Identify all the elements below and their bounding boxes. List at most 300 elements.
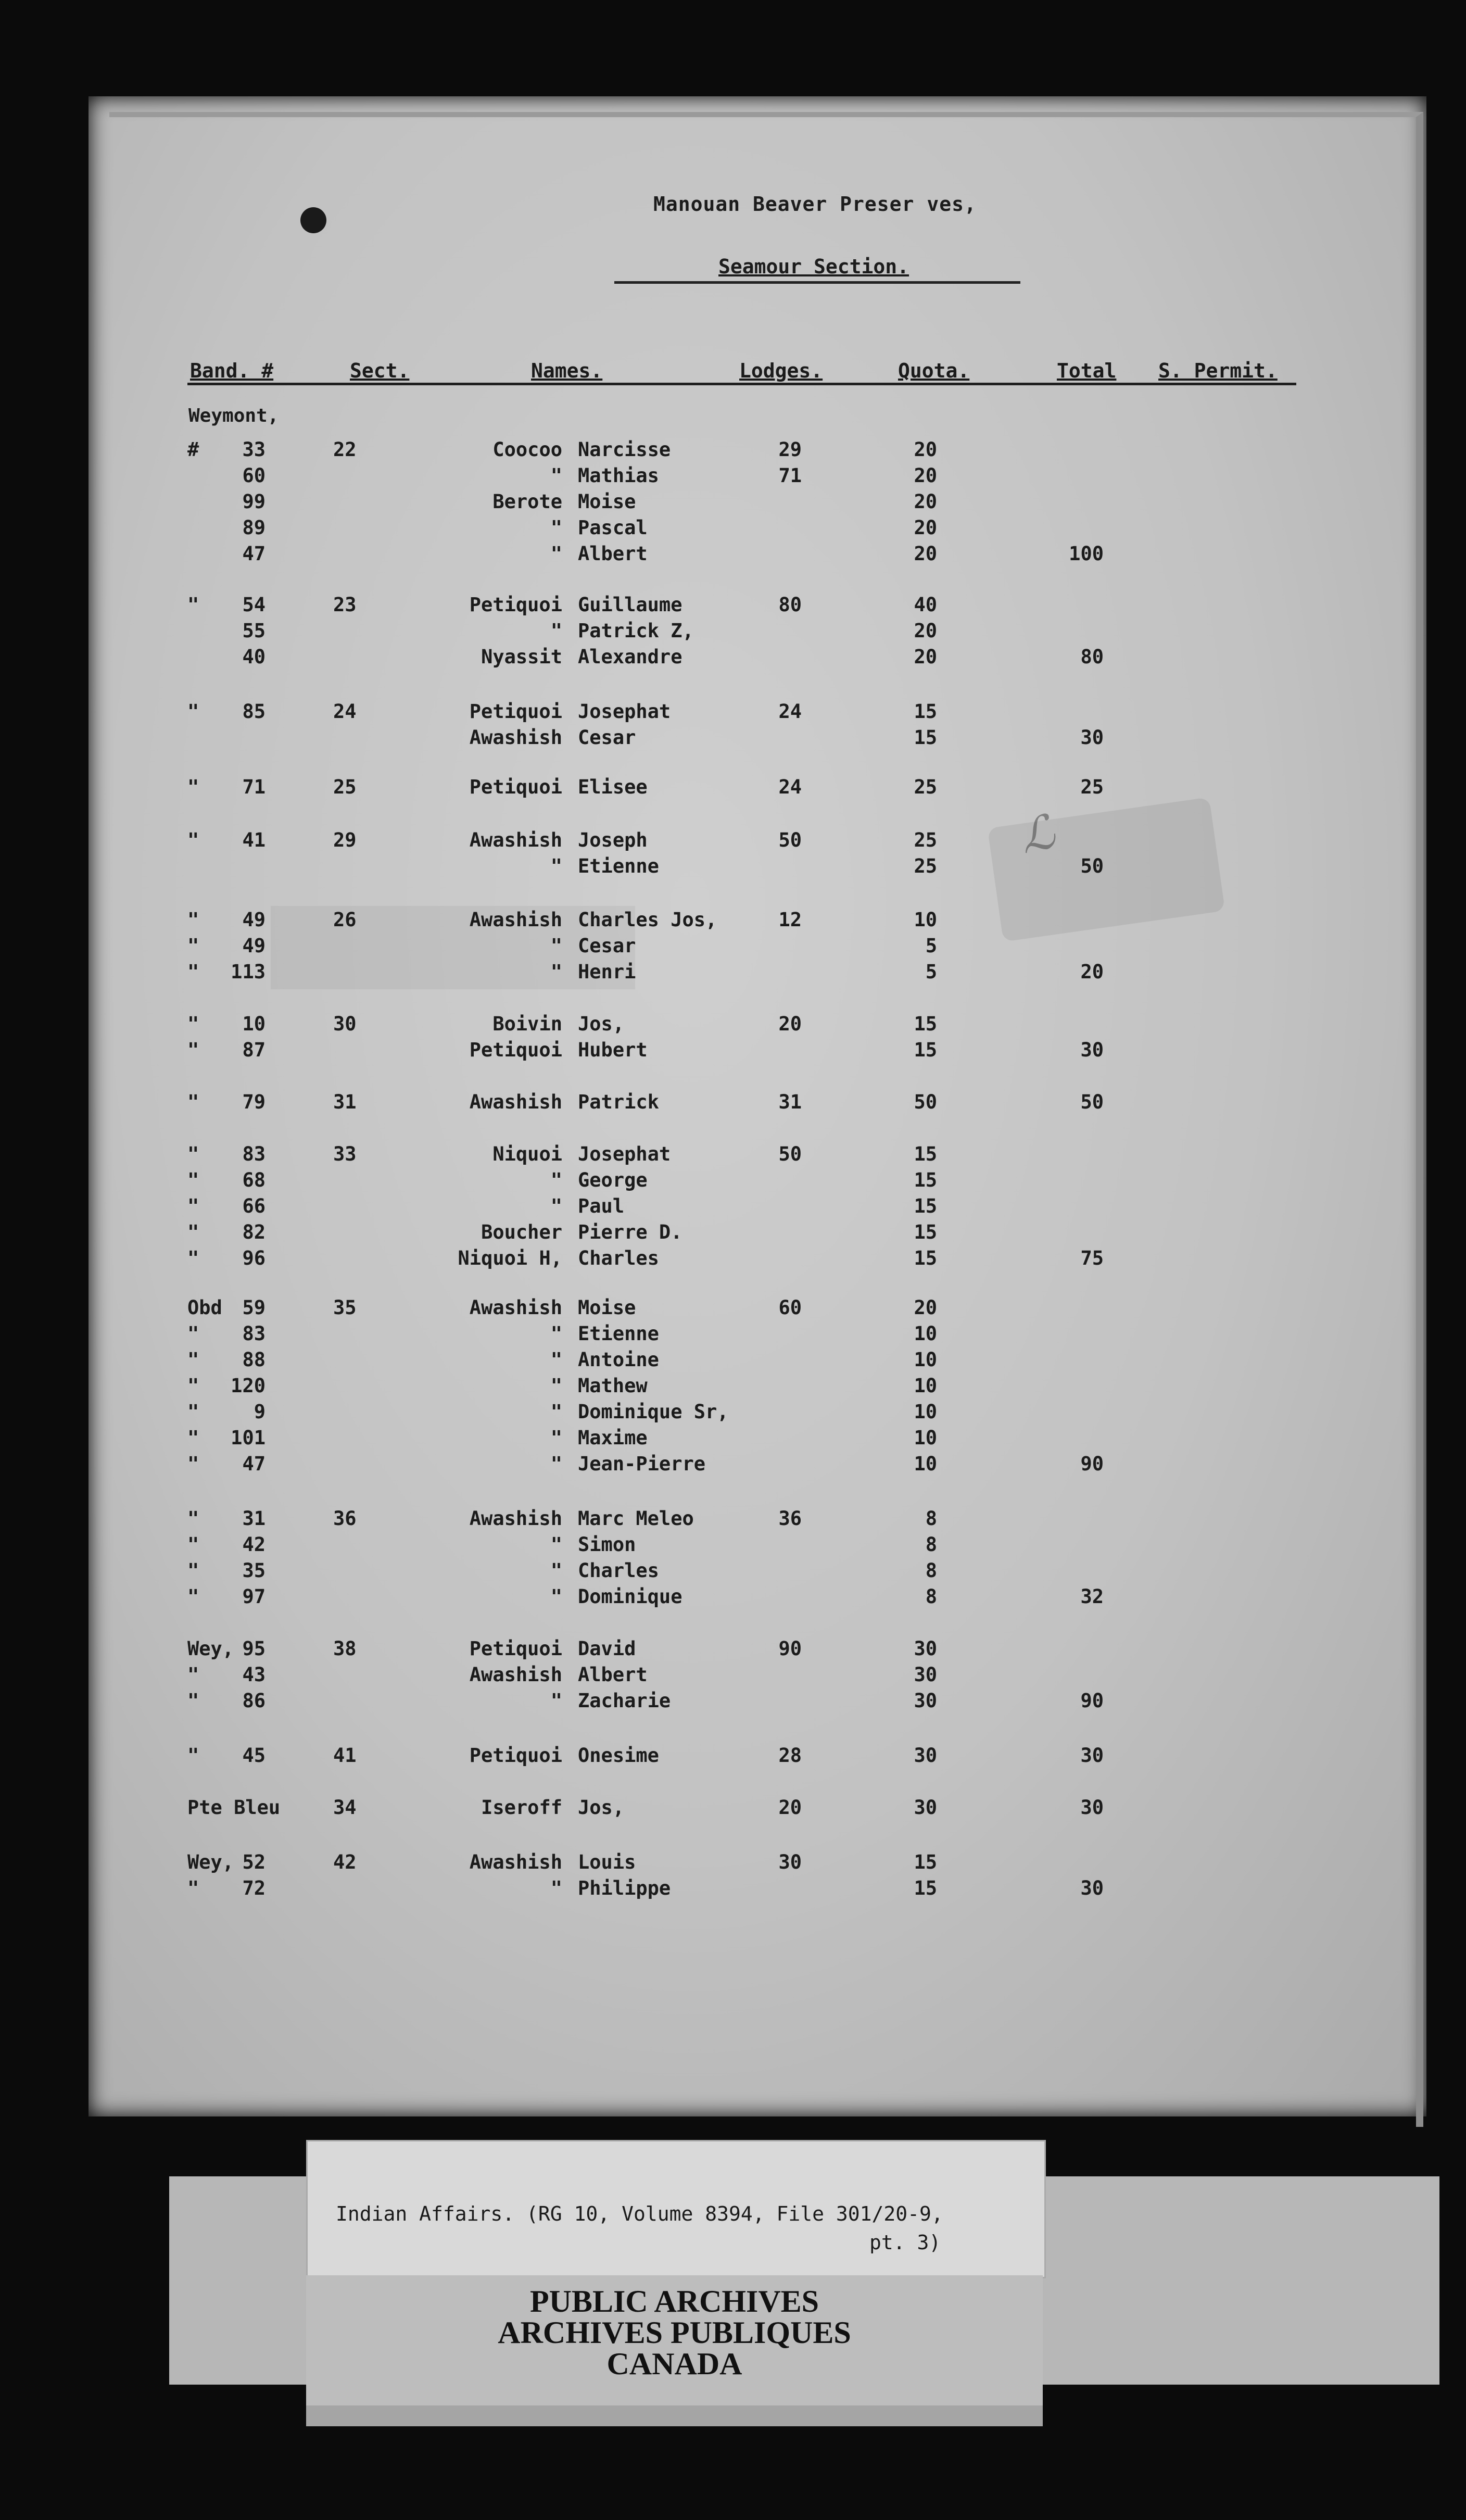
row-band-number: 83 bbox=[242, 1322, 266, 1345]
group-label: Weymont, bbox=[188, 405, 279, 426]
row-lodges: 50 bbox=[778, 1143, 802, 1165]
table-row bbox=[0, 1690, 1466, 1716]
row-band-number: 49 bbox=[242, 935, 266, 957]
table-row bbox=[0, 1247, 1466, 1273]
row-quota: 30 bbox=[914, 1690, 937, 1712]
row-total: 32 bbox=[1080, 1585, 1104, 1608]
citation-text: Indian Affairs. (RG 10, Volume 8394, File 301/20-9, bbox=[336, 2202, 943, 2225]
row-given-name: Mathew bbox=[578, 1375, 648, 1397]
row-band-number: 40 bbox=[242, 646, 266, 668]
row-surname: Boucher bbox=[481, 1221, 562, 1243]
row-given-name: Guillaume bbox=[578, 594, 683, 616]
row-prefix: " bbox=[187, 1559, 199, 1582]
table-row bbox=[0, 543, 1466, 569]
row-given-name: Charles bbox=[578, 1247, 659, 1269]
table-row bbox=[0, 1375, 1466, 1401]
row-surname: Awashish bbox=[469, 829, 562, 851]
row-total: 25 bbox=[1080, 776, 1104, 798]
row-surname: Iseroff bbox=[481, 1796, 562, 1819]
archives-country: CANADA bbox=[606, 2347, 742, 2381]
row-prefix: Wey, bbox=[187, 1637, 234, 1660]
table-row bbox=[0, 646, 1466, 672]
row-given-name: Zacharie bbox=[578, 1690, 671, 1712]
table-row bbox=[0, 1013, 1466, 1039]
row-prefix: " bbox=[187, 909, 199, 931]
row-surname: Nyassit bbox=[481, 646, 562, 668]
row-given-name: Mathias bbox=[578, 464, 659, 487]
row-surname: Berote bbox=[492, 490, 562, 513]
row-quota: 10 bbox=[914, 1427, 937, 1449]
row-surname: " bbox=[550, 543, 562, 565]
document-title: Manouan Beaver Preser ves, bbox=[653, 193, 977, 216]
document-subtitle: Seamour Section. bbox=[718, 255, 909, 278]
row-band-number: 55 bbox=[242, 620, 266, 642]
row-prefix: " bbox=[187, 935, 199, 957]
row-quota: 15 bbox=[914, 726, 937, 749]
row-prefix: " bbox=[187, 1221, 199, 1243]
table-row bbox=[0, 1453, 1466, 1479]
row-band-number: 31 bbox=[242, 1507, 266, 1530]
table-row bbox=[0, 1143, 1466, 1169]
row-band-number: 82 bbox=[242, 1221, 266, 1243]
table-row bbox=[0, 1401, 1466, 1427]
row-quota: 8 bbox=[925, 1585, 937, 1608]
row-lodges: 90 bbox=[778, 1637, 802, 1660]
table-row bbox=[0, 490, 1466, 516]
row-given-name: Jean-Pierre bbox=[578, 1453, 706, 1475]
header-sect: Sect. bbox=[350, 359, 410, 382]
row-lodges: 71 bbox=[778, 464, 802, 487]
row-given-name: Marc Meleo bbox=[578, 1507, 694, 1530]
row-surname: " bbox=[550, 620, 562, 642]
row-quota: 20 bbox=[914, 438, 937, 461]
row-quota: 10 bbox=[914, 1349, 937, 1371]
row-given-name: Paul bbox=[578, 1195, 625, 1217]
row-surname: Petiquoi bbox=[469, 776, 562, 798]
row-band-number: 52 bbox=[242, 1851, 266, 1873]
row-total: 75 bbox=[1080, 1247, 1104, 1269]
row-quota: 50 bbox=[914, 1091, 937, 1113]
row-quota: 10 bbox=[914, 1375, 937, 1397]
row-given-name: Cesar bbox=[578, 935, 636, 957]
row-total: 30 bbox=[1080, 1039, 1104, 1061]
row-prefix: " bbox=[187, 1091, 199, 1113]
row-surname: Petiquoi bbox=[469, 700, 562, 723]
table-row bbox=[0, 1585, 1466, 1611]
header-quota: Quota. bbox=[898, 359, 970, 382]
row-lodges: 20 bbox=[778, 1796, 802, 1819]
row-surname: Boivin bbox=[492, 1013, 562, 1035]
row-given-name: Josephat bbox=[578, 700, 671, 723]
row-surname: Petiquoi bbox=[469, 594, 562, 616]
row-prefix: " bbox=[187, 1322, 199, 1345]
table-row bbox=[0, 1349, 1466, 1375]
table-row bbox=[0, 855, 1466, 881]
row-section: 34 bbox=[333, 1796, 357, 1819]
header-total: Total bbox=[1057, 359, 1117, 382]
row-total: 20 bbox=[1080, 961, 1104, 983]
row-prefix: " bbox=[187, 1247, 199, 1269]
row-band-number: 71 bbox=[242, 776, 266, 798]
row-given-name: Louis bbox=[578, 1851, 636, 1873]
row-prefix: " bbox=[187, 1013, 199, 1035]
row-section: 30 bbox=[333, 1013, 357, 1035]
row-band-number: 9 bbox=[254, 1401, 266, 1423]
row-quota: 25 bbox=[914, 776, 937, 798]
row-total: 100 bbox=[1069, 543, 1104, 565]
row-lodges: 60 bbox=[778, 1296, 802, 1319]
row-band-number: 66 bbox=[242, 1195, 266, 1217]
row-surname: " bbox=[550, 1453, 562, 1475]
row-prefix: " bbox=[187, 1375, 199, 1397]
row-quota: 40 bbox=[914, 594, 937, 616]
row-given-name: Joseph bbox=[578, 829, 648, 851]
row-band-number: 83 bbox=[242, 1143, 266, 1165]
row-total: 90 bbox=[1080, 1690, 1104, 1712]
row-surname: " bbox=[550, 1169, 562, 1191]
row-section: 25 bbox=[333, 776, 357, 798]
row-quota: 10 bbox=[914, 1453, 937, 1475]
row-band-number: 99 bbox=[242, 490, 266, 513]
row-band-number: 72 bbox=[242, 1877, 266, 1899]
row-quota: 5 bbox=[925, 961, 937, 983]
row-quota: 25 bbox=[914, 829, 937, 851]
row-quota: 8 bbox=[925, 1507, 937, 1530]
row-given-name: Patrick Z, bbox=[578, 620, 694, 642]
row-quota: 15 bbox=[914, 1851, 937, 1873]
row-prefix: " bbox=[187, 1427, 199, 1449]
row-prefix: " bbox=[187, 1143, 199, 1165]
row-quota: 20 bbox=[914, 516, 937, 539]
row-prefix: Pte Bleu bbox=[187, 1796, 281, 1819]
row-surname: " bbox=[550, 1195, 562, 1217]
row-quota: 15 bbox=[914, 1221, 937, 1243]
row-surname: Awashish bbox=[469, 1664, 562, 1686]
table-row bbox=[0, 1221, 1466, 1247]
table-row bbox=[0, 1877, 1466, 1903]
row-surname: " bbox=[550, 855, 562, 877]
row-prefix: " bbox=[187, 700, 199, 723]
table-row bbox=[0, 516, 1466, 543]
row-given-name: Josephat bbox=[578, 1143, 671, 1165]
row-band-number: 42 bbox=[242, 1533, 266, 1556]
row-surname: " bbox=[550, 1375, 562, 1397]
row-surname: Awashish bbox=[469, 726, 562, 749]
row-given-name: Antoine bbox=[578, 1349, 659, 1371]
table-row bbox=[0, 438, 1466, 464]
row-surname: " bbox=[550, 1349, 562, 1371]
row-section: 36 bbox=[333, 1507, 357, 1530]
row-section: 22 bbox=[333, 438, 357, 461]
row-lodges: 30 bbox=[778, 1851, 802, 1873]
row-lodges: 80 bbox=[778, 594, 802, 616]
row-band-number: 120 bbox=[231, 1375, 266, 1397]
row-surname: " bbox=[550, 1401, 562, 1423]
row-lodges: 50 bbox=[778, 829, 802, 851]
row-prefix: " bbox=[187, 1664, 199, 1686]
row-total: 30 bbox=[1080, 1796, 1104, 1819]
row-prefix: " bbox=[187, 1690, 199, 1712]
row-band-number: 68 bbox=[242, 1169, 266, 1191]
faded-signature: ℒ bbox=[1015, 804, 1060, 865]
row-prefix: " bbox=[187, 1877, 199, 1899]
row-band-number: 95 bbox=[242, 1637, 266, 1660]
row-surname: Petiquoi bbox=[469, 1637, 562, 1660]
row-prefix: " bbox=[187, 776, 199, 798]
table-row bbox=[0, 700, 1466, 726]
row-band-number: 10 bbox=[242, 1013, 266, 1035]
row-quota: 20 bbox=[914, 543, 937, 565]
row-band-number: 47 bbox=[242, 1453, 266, 1475]
row-prefix: " bbox=[187, 1507, 199, 1530]
row-prefix: " bbox=[187, 1533, 199, 1556]
table-row bbox=[0, 620, 1466, 646]
row-band-number: 96 bbox=[242, 1247, 266, 1269]
row-lodges: 24 bbox=[778, 776, 802, 798]
row-surname: " bbox=[550, 1322, 562, 1345]
row-surname: " bbox=[550, 516, 562, 539]
archives-stamp bbox=[306, 2286, 1043, 2379]
row-quota: 10 bbox=[914, 1322, 937, 1345]
row-given-name: Pierre D. bbox=[578, 1221, 683, 1243]
row-quota: 8 bbox=[925, 1533, 937, 1556]
row-prefix: " bbox=[187, 1039, 199, 1061]
row-given-name: Albert bbox=[578, 543, 648, 565]
row-prefix: Wey, bbox=[187, 1851, 234, 1873]
table-row bbox=[0, 1664, 1466, 1690]
row-section: 31 bbox=[333, 1091, 357, 1113]
row-prefix: " bbox=[187, 594, 199, 616]
row-lodges: 28 bbox=[778, 1744, 802, 1767]
header-names: Names. bbox=[531, 359, 603, 382]
row-surname: Awashish bbox=[469, 1296, 562, 1319]
row-prefix: " bbox=[187, 1401, 199, 1423]
row-given-name: George bbox=[578, 1169, 648, 1191]
row-given-name: Henri bbox=[578, 961, 636, 983]
row-quota: 30 bbox=[914, 1744, 937, 1767]
row-section: 35 bbox=[333, 1296, 357, 1319]
row-given-name: Patrick bbox=[578, 1091, 659, 1113]
table-row bbox=[0, 1039, 1466, 1065]
table-row bbox=[0, 1796, 1466, 1822]
row-surname: " bbox=[550, 1559, 562, 1582]
table-row bbox=[0, 594, 1466, 620]
row-band-number: 88 bbox=[242, 1349, 266, 1371]
row-section: 33 bbox=[333, 1143, 357, 1165]
punch-hole bbox=[300, 207, 326, 233]
row-band-number: 59 bbox=[242, 1296, 266, 1319]
table-row bbox=[0, 961, 1466, 987]
row-surname: " bbox=[550, 1427, 562, 1449]
row-surname: Awashish bbox=[469, 1851, 562, 1873]
row-given-name: Elisee bbox=[578, 776, 648, 798]
row-quota: 15 bbox=[914, 1195, 937, 1217]
row-prefix: " bbox=[187, 1744, 199, 1767]
row-total: 80 bbox=[1080, 646, 1104, 668]
row-quota: 20 bbox=[914, 464, 937, 487]
table-row bbox=[0, 1533, 1466, 1559]
table-row bbox=[0, 1637, 1466, 1664]
row-lodges: 12 bbox=[778, 909, 802, 931]
row-band-number: 89 bbox=[242, 516, 266, 539]
row-quota: 20 bbox=[914, 646, 937, 668]
row-given-name: Etienne bbox=[578, 855, 659, 877]
row-surname: " bbox=[550, 1585, 562, 1608]
table-row bbox=[0, 1851, 1466, 1877]
row-lodges: 31 bbox=[778, 1091, 802, 1113]
citation-part: pt. 3) bbox=[869, 2231, 941, 2254]
row-band-number: 41 bbox=[242, 829, 266, 851]
table-row bbox=[0, 829, 1466, 855]
row-given-name: Charles Jos, bbox=[578, 909, 717, 931]
row-total: 50 bbox=[1080, 1091, 1104, 1113]
row-given-name: Albert bbox=[578, 1664, 648, 1686]
table-row bbox=[0, 1559, 1466, 1585]
row-band-number: 60 bbox=[242, 464, 266, 487]
row-surname: " bbox=[550, 1877, 562, 1899]
header-permit: S. Permit. bbox=[1158, 359, 1278, 382]
row-lodges: 36 bbox=[778, 1507, 802, 1530]
row-quota: 20 bbox=[914, 1296, 937, 1319]
row-given-name: Moise bbox=[578, 1296, 636, 1319]
row-total: 30 bbox=[1080, 726, 1104, 749]
row-quota: 30 bbox=[914, 1664, 937, 1686]
row-band-number: 35 bbox=[242, 1559, 266, 1582]
table-row bbox=[0, 1507, 1466, 1533]
row-section: 42 bbox=[333, 1851, 357, 1873]
row-given-name: Maxime bbox=[578, 1427, 648, 1449]
table-row bbox=[0, 776, 1466, 802]
row-band-number: 33 bbox=[242, 438, 266, 461]
row-given-name: Hubert bbox=[578, 1039, 648, 1061]
row-band-number: 43 bbox=[242, 1664, 266, 1686]
row-surname: Petiquoi bbox=[469, 1744, 562, 1767]
table-row bbox=[0, 1744, 1466, 1770]
row-quota: 10 bbox=[914, 1401, 937, 1423]
table-row bbox=[0, 1091, 1466, 1117]
row-given-name: Jos, bbox=[578, 1796, 625, 1819]
row-surname: Awashish bbox=[469, 1091, 562, 1113]
row-given-name: Philippe bbox=[578, 1877, 671, 1899]
row-given-name: Alexandre bbox=[578, 646, 683, 668]
table-row bbox=[0, 1195, 1466, 1221]
row-surname: Awashish bbox=[469, 909, 562, 931]
row-surname: " bbox=[550, 1533, 562, 1556]
row-prefix: " bbox=[187, 1453, 199, 1475]
row-band-number: 79 bbox=[242, 1091, 266, 1113]
row-band-number: 54 bbox=[242, 594, 266, 616]
row-quota: 8 bbox=[925, 1559, 937, 1582]
row-quota: 30 bbox=[914, 1796, 937, 1819]
archives-en: PUBLIC ARCHIVES bbox=[529, 2284, 819, 2319]
row-given-name: David bbox=[578, 1637, 636, 1660]
row-given-name: Cesar bbox=[578, 726, 636, 749]
label-bottom-strip bbox=[306, 2405, 1043, 2426]
row-surname: " bbox=[550, 961, 562, 983]
row-prefix: " bbox=[187, 961, 199, 983]
row-prefix: Obd bbox=[187, 1296, 222, 1319]
row-surname: " bbox=[550, 464, 562, 487]
row-quota: 15 bbox=[914, 1247, 937, 1269]
row-total: 50 bbox=[1080, 855, 1104, 877]
row-section: 26 bbox=[333, 909, 357, 931]
row-surname: Awashish bbox=[469, 1507, 562, 1530]
row-given-name: Dominique Sr, bbox=[578, 1401, 729, 1423]
row-given-name: Etienne bbox=[578, 1322, 659, 1345]
row-quota: 15 bbox=[914, 1039, 937, 1061]
row-quota: 15 bbox=[914, 1169, 937, 1191]
row-given-name: Jos, bbox=[578, 1013, 625, 1035]
row-band-number: 85 bbox=[242, 700, 266, 723]
row-band-number: 101 bbox=[231, 1427, 266, 1449]
table-row bbox=[0, 726, 1466, 752]
row-given-name: Charles bbox=[578, 1559, 659, 1582]
row-section: 23 bbox=[333, 594, 357, 616]
table-row bbox=[0, 935, 1466, 961]
row-lodges: 24 bbox=[778, 700, 802, 723]
row-band-number: 113 bbox=[231, 961, 266, 983]
row-section: 41 bbox=[333, 1744, 357, 1767]
row-surname: Niquoi H, bbox=[458, 1247, 562, 1269]
row-band-number: 47 bbox=[242, 543, 266, 565]
row-surname: " bbox=[550, 935, 562, 957]
table-row bbox=[0, 1427, 1466, 1453]
row-total: 30 bbox=[1080, 1877, 1104, 1899]
row-given-name: Simon bbox=[578, 1533, 636, 1556]
row-given-name: Dominique bbox=[578, 1585, 683, 1608]
table-row bbox=[0, 909, 1466, 935]
table-row bbox=[0, 464, 1466, 490]
table-row bbox=[0, 1322, 1466, 1349]
row-quota: 15 bbox=[914, 1877, 937, 1899]
row-quota: 15 bbox=[914, 700, 937, 723]
row-surname: " bbox=[550, 1690, 562, 1712]
row-given-name: Narcisse bbox=[578, 438, 671, 461]
row-section: 38 bbox=[333, 1637, 357, 1660]
row-total: 90 bbox=[1080, 1453, 1104, 1475]
row-prefix: " bbox=[187, 1585, 199, 1608]
row-quota: 25 bbox=[914, 855, 937, 877]
row-quota: 5 bbox=[925, 935, 937, 957]
header-lodges: Lodges. bbox=[739, 359, 823, 382]
row-band-number: 97 bbox=[242, 1585, 266, 1608]
row-given-name: Pascal bbox=[578, 516, 648, 539]
row-band-number: 87 bbox=[242, 1039, 266, 1061]
header-underline bbox=[187, 383, 1296, 385]
row-quota: 20 bbox=[914, 490, 937, 513]
table-row bbox=[0, 1296, 1466, 1322]
row-quota: 15 bbox=[914, 1013, 937, 1035]
row-prefix: # bbox=[187, 438, 199, 461]
row-quota: 10 bbox=[914, 909, 937, 931]
row-surname: Petiquoi bbox=[469, 1039, 562, 1061]
row-quota: 30 bbox=[914, 1637, 937, 1660]
row-band-number: 49 bbox=[242, 909, 266, 931]
row-prefix: " bbox=[187, 1195, 199, 1217]
row-surname: Niquoi bbox=[492, 1143, 562, 1165]
row-total: 30 bbox=[1080, 1744, 1104, 1767]
row-band-number: 45 bbox=[242, 1744, 266, 1767]
row-given-name: Onesime bbox=[578, 1744, 659, 1767]
row-given-name: Moise bbox=[578, 490, 636, 513]
row-lodges: 29 bbox=[778, 438, 802, 461]
title-underline bbox=[614, 281, 1020, 284]
row-prefix: " bbox=[187, 829, 199, 851]
row-section: 24 bbox=[333, 700, 357, 723]
header-band: Band. # bbox=[190, 359, 274, 382]
row-quota: 15 bbox=[914, 1143, 937, 1165]
row-quota: 20 bbox=[914, 620, 937, 642]
